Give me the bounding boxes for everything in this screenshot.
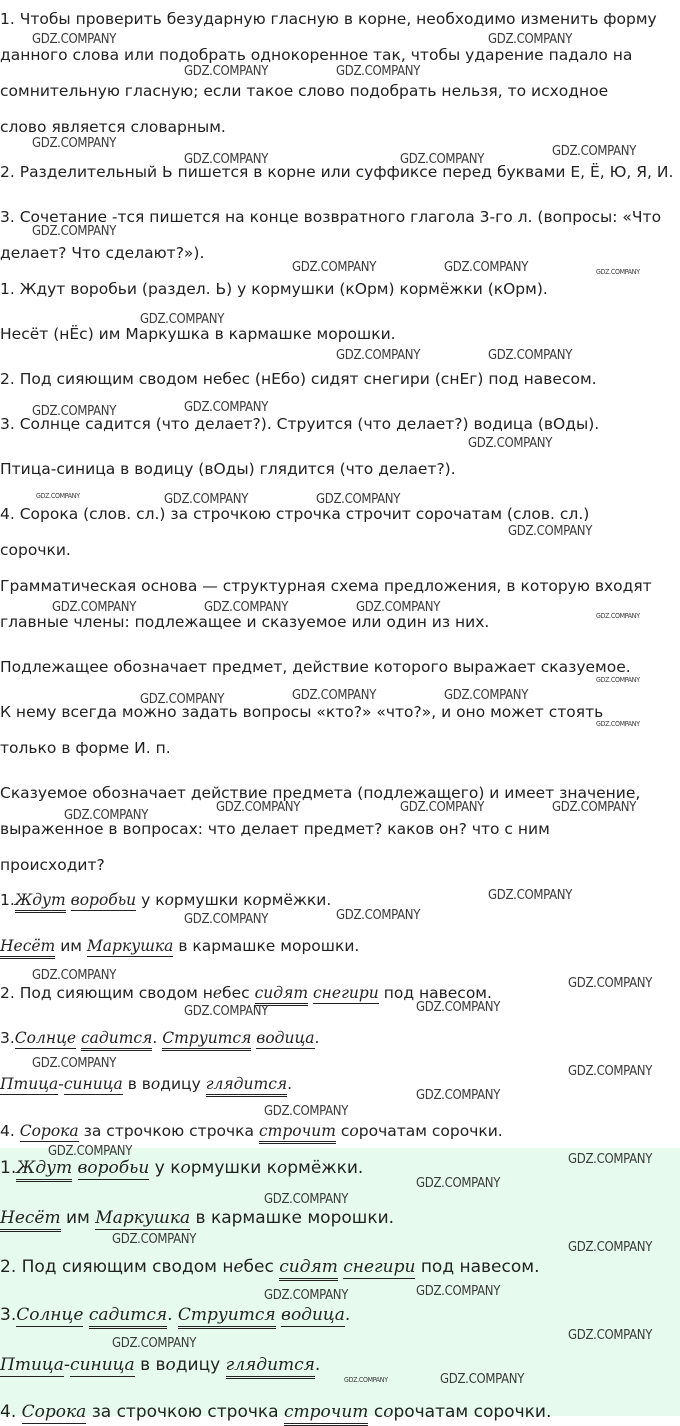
watermark-text: GDZ.COMPANY [48,1144,133,1159]
parsed-sentence-6: 4. Сорока за строчкою строчка строчит сорочатам сорочки. [0,1121,680,1141]
rule-1-line-1: 1. Чтобы проверить безударную гласную в корне, необходимо изменить форму [0,10,657,28]
watermark-text: GDZ.COMPANY [32,32,117,47]
parsed-sentence-3: 2. Под сияющим сводом небес сидят снегири под навесом. [0,983,680,1003]
watermark-text: GDZ.COMPANY [336,908,421,923]
watermark-text: GDZ.COMPANY [444,688,529,703]
highlighted-sentence-2: Несёт им Маркушка в кармашке морошки. [0,1208,680,1228]
watermark-text: GDZ.COMPANY [32,224,117,239]
watermark-text: GDZ.COMPANY [508,524,593,539]
watermark-text: GDZ.COMPANY [568,976,653,991]
watermark-text-small: GDZ.COMPANY [596,720,640,728]
watermark-text: GDZ.COMPANY [32,968,117,983]
watermark-text: GDZ.COMPANY [416,1088,501,1103]
watermark-text: GDZ.COMPANY [184,1004,269,1019]
watermark-text: GDZ.COMPANY [112,1336,197,1351]
watermark-text: GDZ.COMPANY [32,1056,117,1071]
watermark-text: GDZ.COMPANY [52,600,137,615]
watermark-text: GDZ.COMPANY [552,144,637,159]
watermark-text: GDZ.COMPANY [184,912,269,927]
theory-1-line-1: Грамматическая основа — структурная схема предложения, в которую входят [0,577,652,595]
watermark-text: GDZ.COMPANY [292,260,377,275]
watermark-text: GDZ.COMPANY [568,1064,653,1079]
watermark-text: GDZ.COMPANY [216,800,301,815]
watermark-text: GDZ.COMPANY [316,492,401,507]
watermark-text: GDZ.COMPANY [488,348,573,363]
rule-3-line-1: 3. Сочетание -тся пишется на конце возвратного глагола 3-го л. (вопросы: «Что [0,208,662,226]
watermark-text: GDZ.COMPANY [336,64,421,79]
watermark-text: GDZ.COMPANY [416,1000,501,1015]
watermark-text: GDZ.COMPANY [488,32,573,47]
rule-3-line-2: делает? Что сделают?»). [0,244,205,262]
highlighted-sentence-6: 4. Сорока за строчкою строчка строчит сорочатам сорочки. [0,1402,680,1422]
parsed-sentence-2: Несёт им Маркушка в кармашке морошки. [0,936,680,956]
watermark-text-small: GDZ.COMPANY [596,268,640,276]
watermark-text: GDZ.COMPANY [568,1240,653,1255]
theory-2-line-2: К нему всегда можно задать вопросы «кто?» «что?», и оно может стоять [0,703,604,721]
watermark-text: GDZ.COMPANY [568,1328,653,1343]
watermark-text: GDZ.COMPANY [264,1104,349,1119]
watermark-text: GDZ.COMPANY [164,492,249,507]
exercise-sentence-5: Птица-синица в водицу (вОды) глядится (что делает?). [0,460,456,478]
watermark-text: GDZ.COMPANY [184,64,269,79]
watermark-text: GDZ.COMPANY [184,152,269,167]
highlighted-sentence-1: 1.Ждут воробьи у кормушки кормёжки. [0,1158,680,1178]
watermark-text: GDZ.COMPANY [440,1372,525,1387]
watermark-text: GDZ.COMPANY [32,404,117,419]
parsed-sentence-4: 3.Солнце садится. Струится водица. [0,1028,680,1048]
watermark-text: GDZ.COMPANY [140,312,225,327]
theory-1-line-2: главные члены: подлежащее и сказуемое или один из них. [0,613,490,631]
watermark-text: GDZ.COMPANY [264,1288,349,1303]
watermark-text: GDZ.COMPANY [112,1232,197,1247]
parsed-sentence-5: Птица-синица в водицу глядится. [0,1074,680,1094]
exercise-sentence-3: 2. Под сияющим сводом небес (нЕбо) сидят снегири (снЕг) под навесом. [0,370,597,388]
rule-1-line-3: сомнительную гласную; если такое слово подобрать нельзя, то исходное [0,82,609,100]
exercise-sentence-7: сорочки. [0,541,71,559]
exercise-sentence-2: Несёт (нЁс) им Маркушка в кармашке морошки. [0,325,396,343]
rule-2: 2. Разделительный Ь пишется в корне или суффиксе перед буквами Е, Ё, Ю, Я, И. [0,163,674,181]
watermark-text: GDZ.COMPANY [292,688,377,703]
watermark-text: GDZ.COMPANY [416,1176,501,1191]
exercise-sentence-6: 4. Сорока (слов. сл.) за строчкою строчка строчит сорочатам (слов. сл.) [0,505,590,523]
parsed-sentence-1: 1.Ждут воробьи у кормушки кормёжки. [0,890,680,910]
watermark-text: GDZ.COMPANY [552,800,637,815]
watermark-text: GDZ.COMPANY [416,1284,501,1299]
watermark-text: GDZ.COMPANY [488,888,573,903]
watermark-text: GDZ.COMPANY [400,800,485,815]
highlighted-sentence-3: 2. Под сияющим сводом небес сидят снегири под навесом. [0,1257,680,1277]
watermark-text: GDZ.COMPANY [32,136,117,151]
theory-2-line-3: только в форме И. п. [0,739,171,757]
watermark-text: GDZ.COMPANY [264,1192,349,1207]
rule-1-line-2: данного слова или подобрать однокоренное так, чтобы ударение падало на [0,46,633,64]
watermark-text: GDZ.COMPANY [468,436,553,451]
watermark-text: GDZ.COMPANY [140,692,225,707]
exercise-sentence-1: 1. Ждут воробьи (раздел. Ь) у кормушки (кОрм) кормёжки (кОрм). [0,280,548,298]
highlighted-sentence-4: 3.Солнце садится. Струится водица. [0,1305,680,1325]
theory-3-line-3: происходит? [0,856,105,874]
watermark-text-small: GDZ.COMPANY [596,612,640,620]
watermark-text: GDZ.COMPANY [444,260,529,275]
exercise-sentence-4: 3. Солнце садится (что делает?). Струится (что делает?) водица (вОды). [0,415,600,433]
watermark-text: GDZ.COMPANY [356,600,441,615]
watermark-text-small: GDZ.COMPANY [596,676,640,684]
watermark-text: GDZ.COMPANY [184,400,269,415]
watermark-text: GDZ.COMPANY [336,348,421,363]
highlighted-sentence-5: Птица-синица в водицу глядится. [0,1355,680,1375]
rule-1-line-4: слово является словарным. [0,118,226,136]
theory-3-line-1: Сказуемое обозначает действие предмета (подлежащего) и имеет значение, [0,784,641,802]
theory-2-line-1: Подлежащее обозначает предмет, действие которого выражает сказуемое. [0,658,631,676]
watermark-text-small: GDZ.COMPANY [36,492,80,500]
watermark-text: GDZ.COMPANY [568,1152,653,1167]
watermark-text: GDZ.COMPANY [400,152,485,167]
theory-3-line-2: выраженное в вопросах: что делает предмет? каков он? что с ним [0,820,550,838]
watermark-text: GDZ.COMPANY [64,808,149,823]
watermark-text: GDZ.COMPANY [204,600,289,615]
watermark-text-small: GDZ.COMPANY [344,1376,388,1384]
